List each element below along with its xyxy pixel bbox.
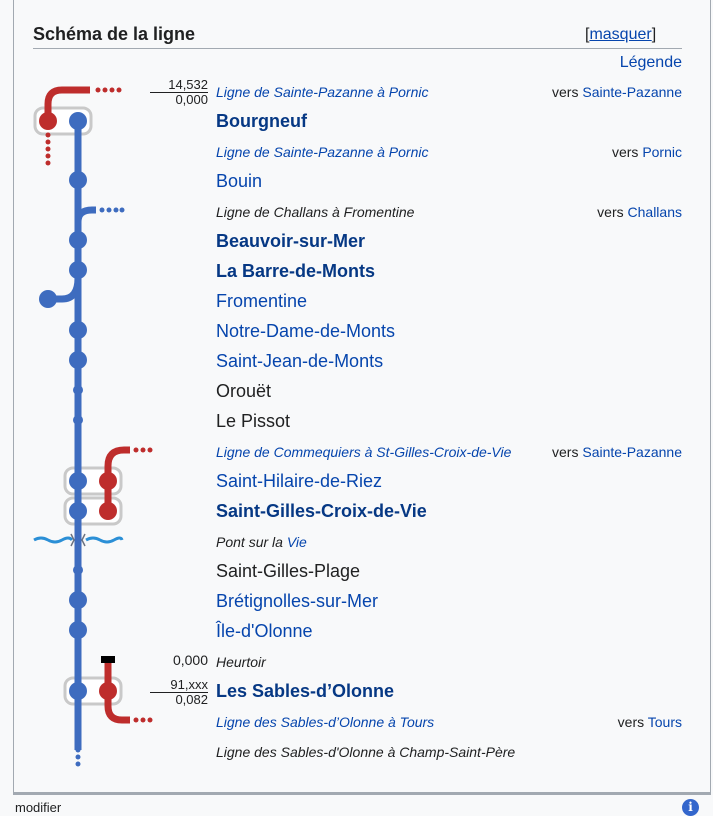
info-icon[interactable]: i bbox=[682, 799, 699, 816]
route-row bbox=[0, 256, 713, 286]
route-row bbox=[0, 106, 713, 136]
line-link-sainte-pazanne-pornic[interactable]: Ligne de Sainte-Pazanne à Pornic bbox=[216, 144, 429, 160]
station-link-bouin[interactable]: Bouin bbox=[216, 171, 263, 191]
route-row bbox=[0, 226, 713, 256]
line-label-challans-fromentine: Ligne de Challans à Fromentine bbox=[216, 204, 415, 220]
direction-link-sainte-pazanne[interactable]: Sainte-Pazanne bbox=[582, 84, 682, 100]
station-link-la-barre-de-monts[interactable]: La Barre-de-Monts bbox=[216, 261, 376, 281]
route-row bbox=[0, 556, 713, 586]
station-link-saint-jean-de-monts[interactable]: Saint-Jean-de-Monts bbox=[216, 351, 384, 371]
station-label-orouet: Orouët bbox=[216, 381, 272, 401]
station-link-fromentine[interactable]: Fromentine bbox=[216, 291, 308, 311]
direction-label: vers Pornic bbox=[611, 144, 682, 160]
hide-toggle: [masquer] bbox=[585, 26, 657, 43]
line-link-sainte-pazanne-pornic[interactable]: Ligne de Sainte-Pazanne à Pornic bbox=[216, 84, 429, 100]
route-row bbox=[0, 676, 713, 706]
station-link-bourgneuf[interactable]: Bourgneuf bbox=[216, 111, 307, 131]
direction-link-tours[interactable]: Tours bbox=[647, 714, 682, 730]
route-row bbox=[0, 166, 713, 196]
route-row bbox=[0, 616, 713, 646]
buffer-stop-label: Heurtoir bbox=[216, 654, 266, 670]
station-link-saint-gilles-croix-de-vie[interactable]: Saint-Gilles-Croix-de-Vie bbox=[216, 501, 427, 521]
station-link-beauvoir-sur-mer[interactable]: Beauvoir-sur-Mer bbox=[216, 231, 366, 251]
direction-link-sainte-pazanne[interactable]: Sainte-Pazanne bbox=[582, 444, 682, 460]
station-label-le-pissot: Le Pissot bbox=[216, 411, 291, 431]
direction-label: vers Sainte-Pazanne bbox=[552, 84, 682, 100]
station-label-saint-gilles-plage: Saint-Gilles-Plage bbox=[216, 561, 361, 581]
route-row bbox=[0, 376, 713, 406]
route-row bbox=[0, 526, 713, 556]
route-row bbox=[0, 196, 713, 226]
direction-label: vers Sainte-Pazanne bbox=[552, 444, 682, 460]
line-label-sables-champ-saint-pere: Ligne des Sables-d'Olonne à Champ-Saint-Père bbox=[216, 744, 516, 760]
line-link-commequiers-st-gilles[interactable]: Ligne de Commequiers à St-Gilles-Croix-de-Vie bbox=[216, 444, 512, 460]
station-link-les-sables-d-olonne[interactable]: Les Sables-d’Olonne bbox=[216, 681, 395, 701]
direction-label: vers Tours bbox=[617, 714, 682, 730]
route-row bbox=[0, 76, 713, 106]
route-row bbox=[0, 436, 713, 466]
route-row bbox=[0, 286, 713, 316]
bridge-label: Pont sur la Vie bbox=[216, 534, 307, 550]
route-row bbox=[0, 706, 713, 736]
station-link-saint-hilaire-de-riez[interactable]: Saint-Hilaire-de-Riez bbox=[216, 471, 383, 491]
km-marker: $\frac{14,532}{0,000}$ bbox=[150, 79, 208, 106]
route-row bbox=[0, 346, 713, 376]
station-link-ile-d-olonne[interactable]: Île-d'Olonne bbox=[216, 621, 313, 641]
legend-link[interactable]: Légende bbox=[619, 54, 682, 71]
route-row bbox=[0, 496, 713, 526]
hide-link[interactable]: masquer bbox=[589, 26, 652, 43]
route-row bbox=[0, 646, 713, 676]
route-row bbox=[0, 466, 713, 496]
km-marker: 0,000 bbox=[172, 652, 208, 668]
route-row bbox=[0, 736, 713, 766]
river-link-vie[interactable]: Vie bbox=[286, 534, 307, 550]
route-row bbox=[0, 316, 713, 346]
route-row bbox=[0, 136, 713, 166]
edit-link[interactable]: modifier bbox=[15, 800, 62, 815]
route-row bbox=[0, 586, 713, 616]
line-link-sables-tours[interactable]: Ligne des Sables-d’Olonne à Tours bbox=[216, 714, 435, 730]
footer-divider bbox=[13, 792, 711, 795]
direction-link-pornic[interactable]: Pornic bbox=[642, 144, 682, 160]
direction-label: vers Challans bbox=[597, 204, 682, 220]
direction-link-challans[interactable]: Challans bbox=[627, 204, 682, 220]
station-link-bretignolles-sur-mer[interactable]: Brétignolles-sur-Mer bbox=[216, 591, 379, 611]
km-marker: 91,xxx 0,082 bbox=[150, 679, 208, 706]
box-title: Schéma de la ligne bbox=[33, 24, 196, 44]
route-row bbox=[0, 406, 713, 436]
station-link-notre-dame-de-monts[interactable]: Notre-Dame-de-Monts bbox=[216, 321, 396, 341]
